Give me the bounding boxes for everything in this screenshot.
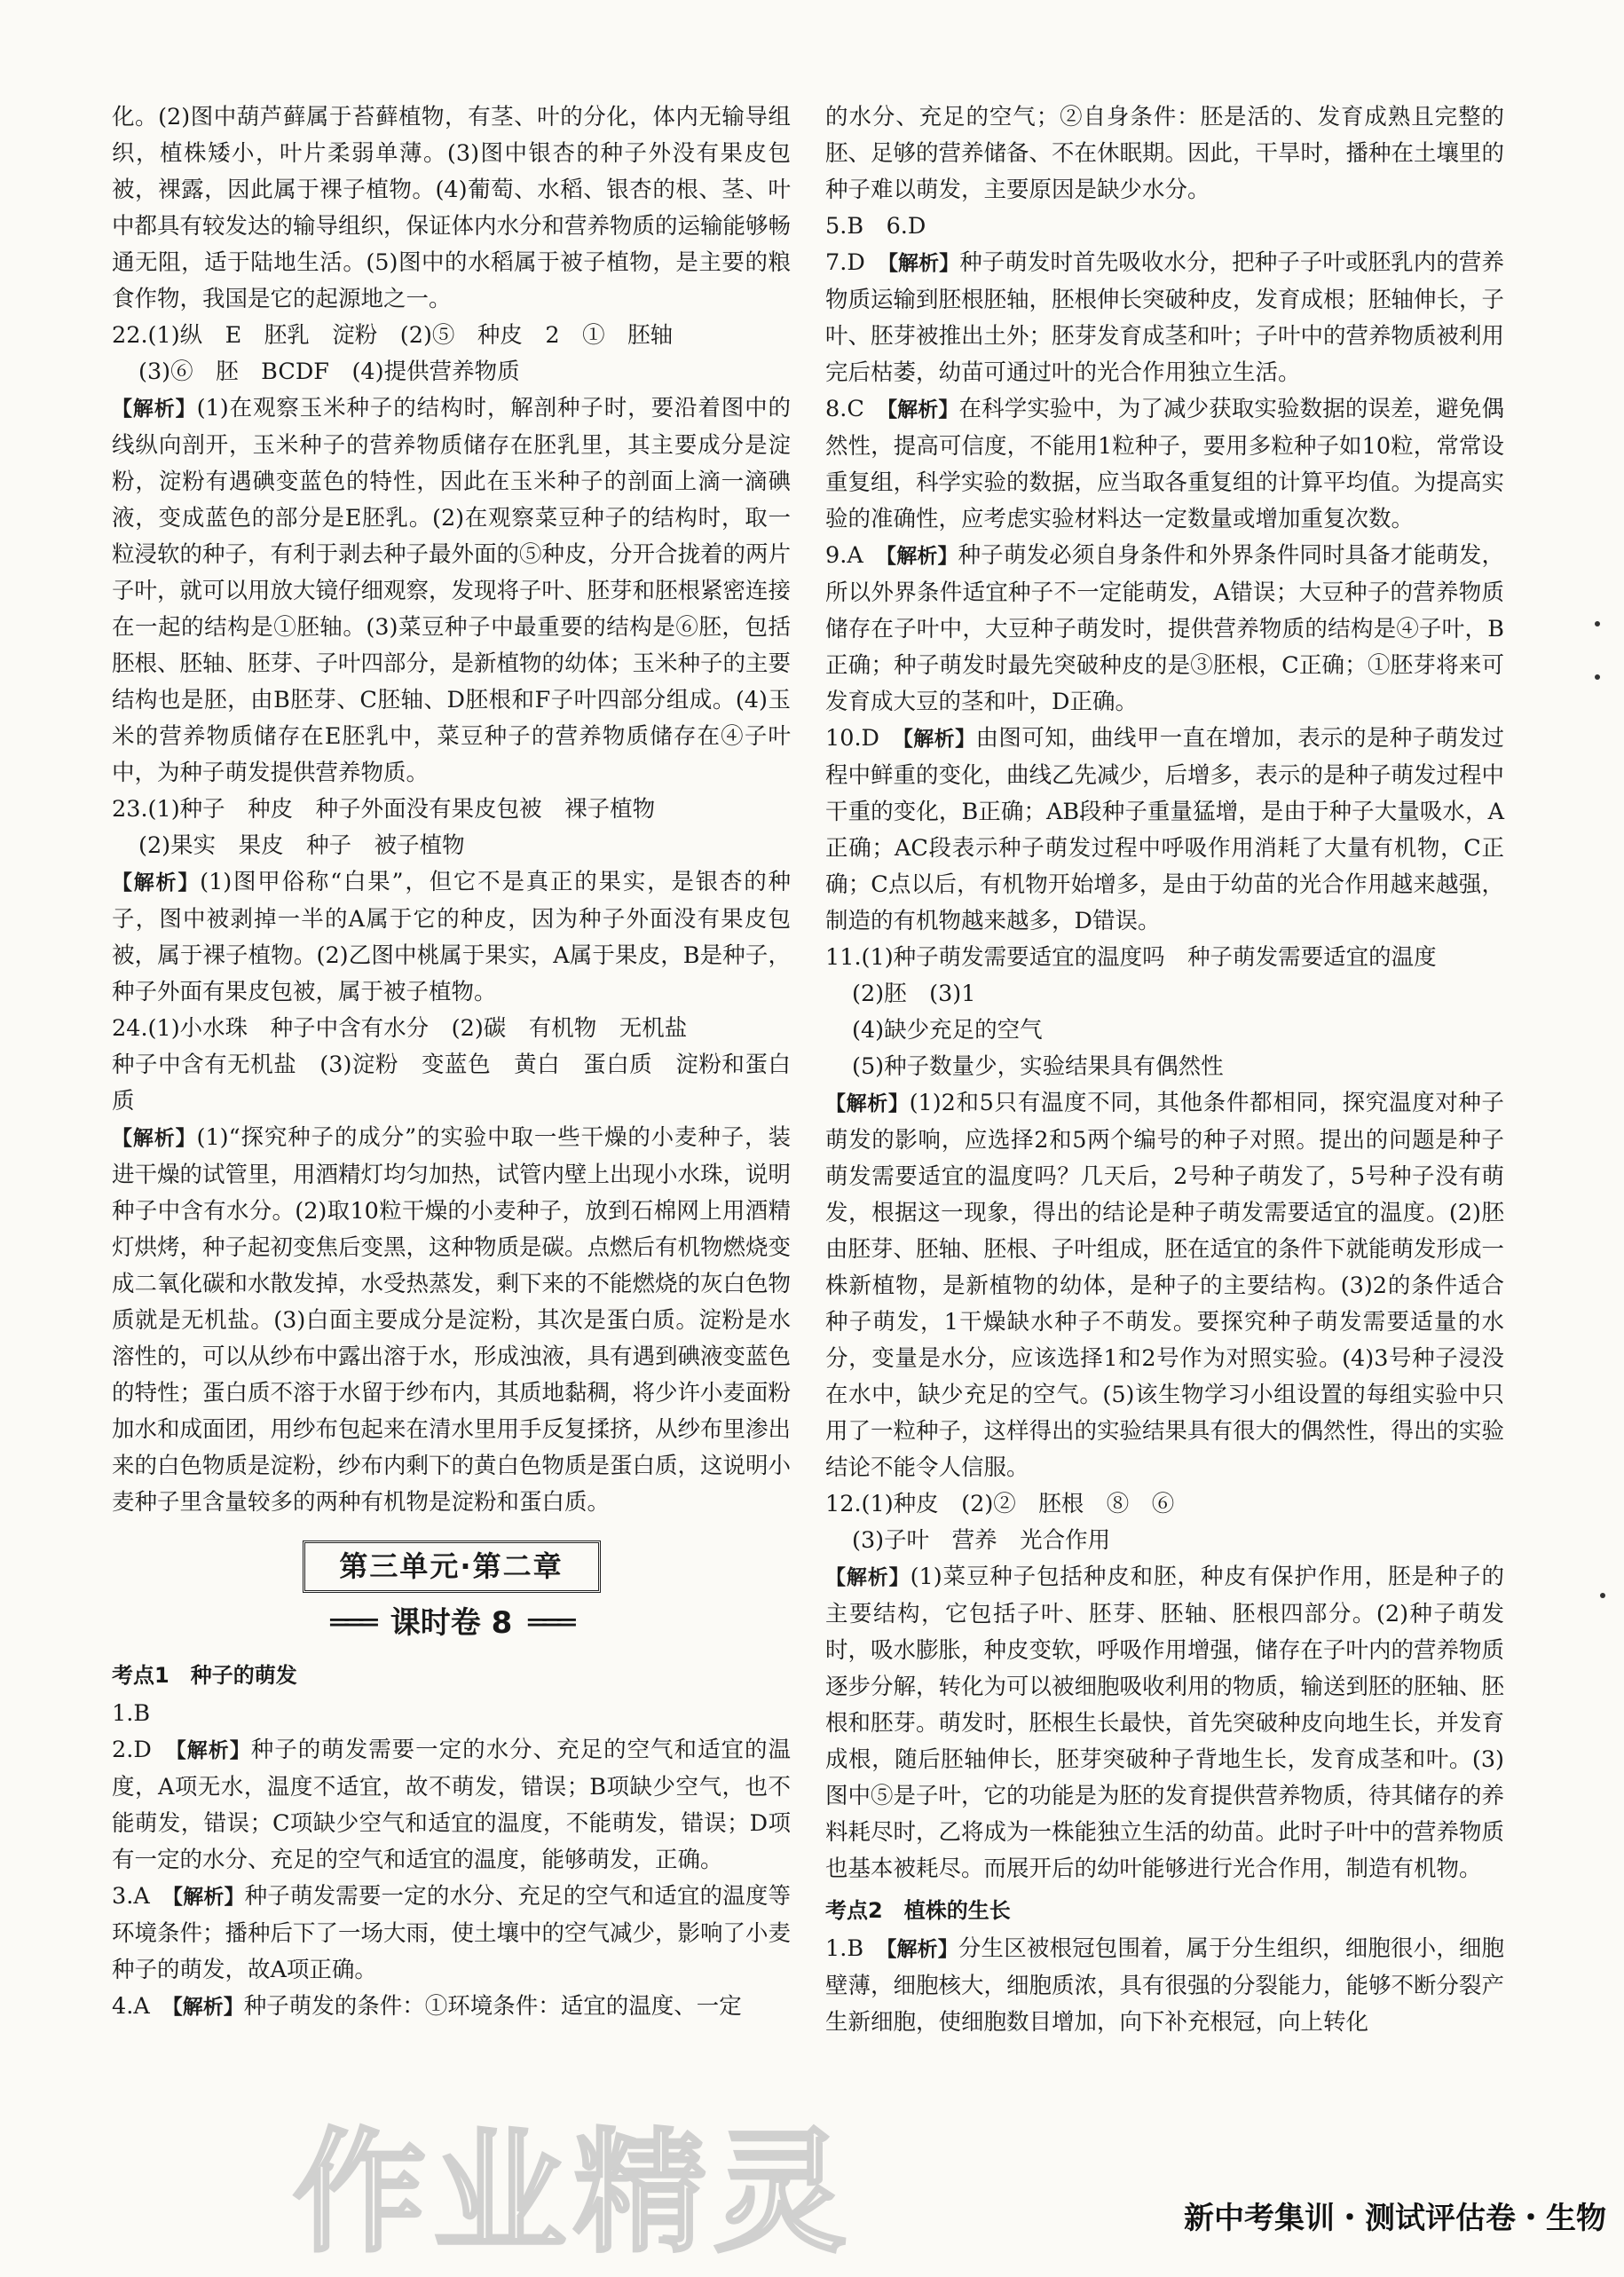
q3-head: 3.A [112,1883,150,1910]
analysis-label: 【 解析 】 [825,1092,910,1115]
q7-head: 7.D [825,249,865,276]
section-heading-plant-growth: 考点2 植株的生长 [825,1898,1011,1923]
section-heading-seed-germination: 考点1 种子的萌发 [112,1663,297,1688]
margin-dot [1600,1593,1605,1598]
q24-answer-line2: 种子中含有无机盐 (3)淀粉 变蓝色 黄白 蛋白质 淀粉和蛋白质 [112,1052,791,1115]
q12-analysis [825,1559,1504,1887]
unit-title: 第三单元·第二章 [303,1540,601,1593]
q21-continuation: 化。(2)图中葫芦藓属于苔藓植物，有茎、叶的分化，体内无输导组织，植株矮小，叶片柔弱单薄。(3)图中银杏的种子外没有果皮包被，裸露，因此属于裸子植物。(4)葡萄、水稻、银杏的根、茎、叶中都具有较发达的输导组织，保证体内水分和营养物质的运输能够畅通无阻，适于陆地生活。(5)图中的水稻属于被子植物，是主要的粮食作物，我国是它的起源地之一。 [112,104,792,312]
q22-answer-line2: (3)⑥ 胚 BCDF (4)提供营养物质 [138,358,520,385]
q1-answer: 1.B [112,1700,151,1727]
q7-analysis [825,245,1504,391]
q24-analysis [112,1120,791,1521]
q8-head: 8.C [825,396,864,422]
q12-answer-line1: 12.(1)种皮 (2)② 胚根 ⑧ ⑥ [825,1491,1175,1517]
q2-analysis [112,1732,791,1879]
q23-answer-line2: (2)果实 果皮 种子 被子植物 [138,832,465,859]
decor-bars-left: ═══ [330,1605,374,1641]
analysis-label: 【 解析 】 [887,398,959,422]
analysis-label: 【 解析 】 [903,728,975,751]
q22-analysis [112,390,791,792]
q4-analysis [112,1989,791,2026]
q11-answer-line4: (5)种子数量少，实验结果具有偶然性 [852,1053,1224,1080]
q9-analysis [825,538,1504,721]
q3-analysis-text: 种子萌发需要一定的水分、充足的空气和适宜的温度等环境条件；播种后下了一场大雨，使土壤中的空气减少，影响了小麦种子的萌发，故A项正确。 [112,1883,792,1983]
q8-analysis [825,391,1504,538]
lesson-title-row [112,1605,791,1642]
right-column [825,99,1504,2041]
analysis-label: 【 解析 】 [887,252,959,275]
q5-q6-answers: 5.B 6.D [825,213,926,240]
r-q1-head: 1.B [825,1935,864,1962]
q12-answer-line2: (3)子叶 营养 光合作用 [852,1527,1111,1554]
q2-analysis-text: 种子的萌发需要一定的水分、充足的空气和适宜的温度，A项无水，温度不适宜，故不萌发，错误；B项缺少空气，也不能萌发，错误；C项缺少空气和适宜的温度，不能萌发，错误；D项有一定的水分、充足的空气和适宜的温度，能够萌发，正确。 [112,1737,792,1873]
q23-analysis-text: (1)图甲俗称“白果”，但它不是真正的果实，是银杏的种子，图中被剥掉一半的A属于它的种皮，因为种子外面没有果皮包被，属于裸子植物。(2)乙图中桃属于果实，A属于果皮，B是种子，种子外面有果皮包被，属于被子植物。 [112,869,792,1005]
q22-analysis-text: (1)在观察玉米种子的结构时，解剖种子时，要沿着图中的线纵向剖开，玉米种子的营养物质储存在胚乳里，其主要成分是淀粉，淀粉有遇碘变蓝色的特性，因此在玉米种子的剖面上滴一滴碘液，变成蓝色的部分是E胚乳。(2)在观察菜豆种子的结构时，取一粒浸软的种子，有利于剥去种子最外面的⑤种皮，分开合拢着的两片子叶，就可以用放大镜仔细观察，发现将子叶、胚芽和胚根紧密连接在一起的结构是①胚轴。(3)菜豆种子中最重要的结构是⑥胚，包括胚根、胚轴、胚芽、子叶四部分，是新植物的幼体；玉米种子的主要结构也是胚，由B胚芽、C胚轴、D胚根和F子叶四部分组成。(4)玉米的营养物质储存在E胚乳中，菜豆种子的营养物质储存在④子叶中，为种子萌发提供营养物质。 [112,395,792,786]
q4-analysis-text: 种子萌发的条件：①环境条件：适宜的温度、一定 [243,1993,742,2020]
analysis-label: 【 解析 】 [887,545,958,568]
q11-analysis-text: (1)2和5只有温度不同，其他条件都相同，探究温度对种子萌发的影响，应选择2和5两个编号的种子对照。提出的问题是种子萌发需要适宜的温度吗？几天后，2号种子萌发了，5号种子没有萌发，根据这一现象，得出的结论是种子萌发需要适宜的温度。(2)胚由胚芽、胚轴、胚根、子叶组成，胚在适宜的条件下就能萌发形成一株新植物，是新植物的幼体，是种子的主要结构。(3)2的条件适合种子萌发，1干燥缺水种子不萌发。要探究种子萌发需要适量的水分，变量是水分，应该选择1和2号作为对照实验。(4)3号种子浸没在水中，缺少充足的空气。(5)该生物学习小组设置的每组实验中只用了一粒种子，这样得出的实验结果具有很大的偶然性，得出的实验结论不能令人信服。 [825,1090,1505,1481]
q4-continuation: 的水分、充足的空气；②自身条件：胚是活的、发育成熟且完整的胚、足够的营养储备、不在休眠期。因此，干旱时，播种在土壤里的种子难以萌发，主要原因是缺少水分。 [825,104,1505,203]
q10-analysis-text: 由图可知，曲线甲一直在增加，表示的是种子萌发过程中鲜重的变化，曲线乙先减少，后增多，表示的是种子萌发过程中干重的变化，B正确；AB段种子重量猛增，是由于种子大量吸水，A正确；AC段表示种子萌发过程中呼吸作用消耗了大量有机物，C正确；C点以后，有机物开始增多，是由于幼苗的光合作用越来越强，制造的有机物越来越多，D错误。 [825,725,1505,934]
q24-answer-line1: 24.(1)小水珠 种子中含有水分 (2)碳 有机物 无机盐 [112,1015,688,1042]
lesson-title: 课时卷 8 [390,1605,513,1641]
margin-dot [1595,674,1600,680]
decor-bars-right: ═══ [528,1605,572,1641]
analysis-label: 【 解析 】 [887,1938,958,1961]
q11-analysis [825,1085,1504,1486]
analysis-label: 【 解析 】 [825,1566,911,1589]
r-q1-analysis-text: 分生区被根冠包围着，属于分生组织，细胞很小，细胞壁薄，细胞核大，细胞质浓，具有很强的分裂能力，能够不断分裂产生新细胞，使细胞数目增加，向下补充根冠，向上转化 [825,1935,1505,2036]
left-column [112,99,791,2026]
q23-answer-line1: 23.(1)种子 种皮 种子外面没有果皮包被 裸子植物 [112,796,656,823]
q11-answer-line1: 11.(1)种子萌发需要适宜的温度吗 种子萌发需要适宜的温度 [825,944,1437,971]
q22-answer-line1: 22.(1)纵 E 胚乳 淀粉 (2)⑤ 种皮 2 ① 胚轴 [112,322,674,349]
analysis-label: 【 解析 】 [172,1996,244,2019]
watermark: 作业精灵 [293,2116,855,2271]
q9-analysis-text: 种子萌发必须自身条件和外界条件同时具备才能萌发，所以外界条件适宜种子不一定能萌发，A错误；大豆种子的营养物质储存在子叶中，大豆种子萌发时，提供营养物质的结构是④子叶，B正确；种子萌发时最先突破种皮的是③胚根，C正确；①胚芽将来可发育成大豆的茎和叶，D正确。 [825,542,1505,715]
q10-head: 10.D [825,725,879,752]
q9-head: 9.A [825,542,863,569]
q12-analysis-text: (1)菜豆种子包括种皮和胚，种皮有保护作用，胚是种子的主要结构，它包括子叶、胚芽、胚轴、胚根四部分。(2)种子萌发时，吸水膨胀，种皮变软，呼吸作用增强，储存在子叶内的营养物质逐步分解，转化为可以被细胞吸收利用的物质，输送到胚的胚轴、胚根和胚芽。萌发时，胚根生长最快，首先突破种皮向地生长，并发育成根，随后胚轴伸长，胚芽突破种子背地生长，发育成茎和叶。(3)图中⑤是子叶，它的功能是为胚的发育提供营养物质，待其储存的养料耗尽时，乙将成为一株能独立生活的幼苗。此时子叶中的营养物质也基本被耗尽。而展开后的幼叶能够进行光合作用，制造有机物。 [825,1564,1505,1882]
q23-analysis [112,864,791,1011]
q7-analysis-text: 种子萌发时首先吸收水分，把种子子叶或胚乳内的营养物质运输到胚根胚轴，胚根伸长突破种皮，发育成根；胚轴伸长，子叶、胚芽被推出土外；胚芽发育成茎和叶；子叶中的营养物质被利用完后枯萎，幼苗可通过叶的光合作用独立生活。 [825,249,1505,386]
q24-analysis-text: (1)“探究种子的成分”的实验中取一些干燥的小麦种子，装进干燥的试管里，用酒精灯均匀加热，试管内壁上出现小水珠，说明种子中含有水分。(2)取10粒干燥的小麦种子，放到石棉网上用酒精灯烘烤，种子起初变焦后变黑，这种物质是碳。点燃后有机物燃烧变成二氧化碳和水散发掉，水受热蒸发，剩下来的不能燃烧的灰白色物质就是无机盐。(3)白面主要成分是淀粉，其次是蛋白质。淀粉是水溶性的，可以从纱布中露出溶于水，形成浊液，具有遇到碘液变蓝色的特性；蛋白质不溶于水留于纱布内，其质地黏稠，将少许小麦面粉加水和成面团，用纱布包起来在清水里用手反复揉挤，从纱布里渗出来的白色物质是淀粉，纱布内剩下的黄白色物质是蛋白质，这说明小麦种子里含量较多的两种有机物是淀粉和蛋白质。 [112,1124,792,1516]
q2-head: 2.D [112,1737,152,1763]
analysis-label: 【 解析 】 [112,871,200,894]
q4-head: 4.A [112,1993,150,2020]
q10-analysis [825,721,1504,940]
footer-book-title: 新中考集训・测试评估卷・生物 [1184,2201,1606,2236]
q11-answer-line3: (4)缺少充足的空气 [852,1017,1043,1044]
r-q1-analysis [825,1931,1504,2041]
analysis-label: 【 解析 】 [173,1886,245,1909]
analysis-label: 【 解析 】 [112,398,197,421]
analysis-label: 【 解析 】 [112,1127,197,1150]
q8-analysis-text: 在科学实验中，为了减少获取实验数据的误差，避免偶然性，提高可信度，不能用1粒种子，要用多粒种子如10粒，常常设重复组，科学实验的数据，应当取各重复组的计算平均值。为提高实验的准确性，应考虑实验材料达一定数量或增加重复次数。 [825,396,1505,532]
margin-dot [1595,621,1600,626]
analysis-label: 【 解析 】 [176,1739,250,1762]
q11-answer-line2: (2)胚 (3)1 [852,981,976,1007]
q3-analysis [112,1879,791,1989]
